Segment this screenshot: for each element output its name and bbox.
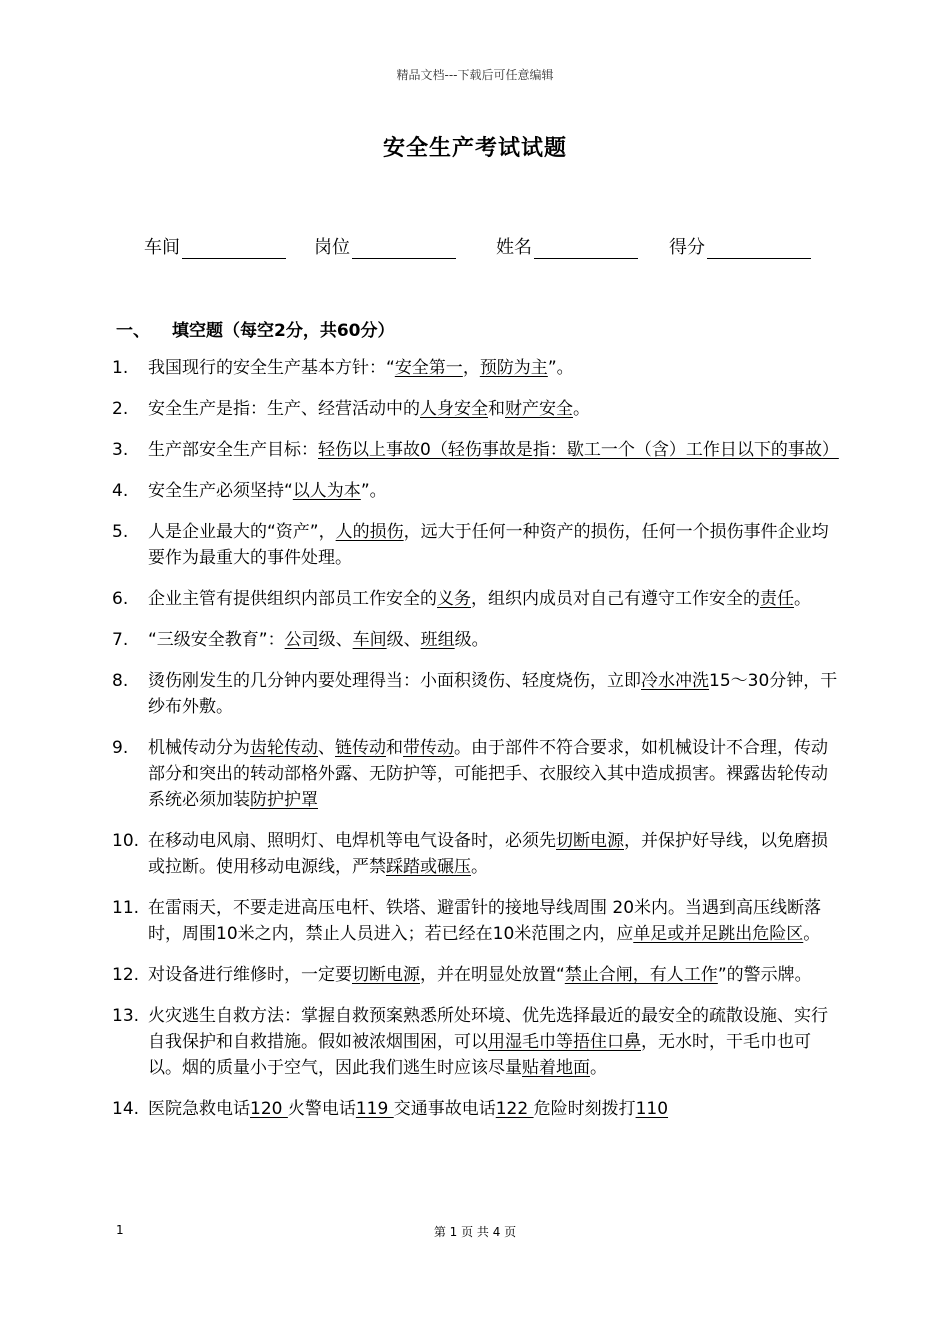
question-text bbox=[148, 627, 840, 653]
answer-blank: 财产安全 bbox=[505, 399, 573, 419]
question-text-segment: ， bbox=[462, 358, 480, 378]
answer-blank: 切断电源 bbox=[556, 831, 624, 851]
answer-blank: 责任 bbox=[760, 589, 794, 609]
answer-blank: 120 bbox=[250, 1099, 288, 1119]
answer-blank: 踩踏或碾压 bbox=[386, 857, 471, 877]
question-text-segment: 人是企业最大的“资产”， bbox=[148, 522, 336, 542]
question-text-segment: ，组织内成员对自己有遵守工作安全的 bbox=[471, 589, 760, 609]
answer-blank: 冷水冲洗 bbox=[641, 671, 709, 691]
answer-blank: 禁止合闸，有人工作 bbox=[564, 965, 718, 985]
question-text-segment: 交通事故电话 bbox=[393, 1099, 496, 1119]
question-text bbox=[148, 1096, 840, 1122]
question-text-segment: 级、 bbox=[386, 630, 421, 650]
document-title: 安全生产考试试题 bbox=[382, 136, 567, 161]
question-number: 2. bbox=[112, 399, 129, 419]
question-list bbox=[112, 355, 840, 1137]
question-item bbox=[112, 962, 840, 988]
question-text-segment: 15～30分钟，干纱布外敷。 bbox=[148, 671, 838, 717]
answer-blank: 119 bbox=[355, 1099, 394, 1119]
question-number: 11. bbox=[112, 898, 140, 918]
question-item bbox=[112, 396, 840, 422]
question-item bbox=[112, 668, 840, 720]
question-number: 5. bbox=[112, 522, 129, 542]
answer-blank: 用湿毛巾等捂住口鼻 bbox=[488, 1032, 641, 1052]
answer-blank: 链传动 bbox=[335, 738, 386, 758]
question-text bbox=[148, 962, 840, 988]
question-text-segment: 在雷雨天，不要走进高压电杆、铁塔、避雷针的接地导线周围 20米内。当遇到高压线断落时，周围10米之内，禁止人员进入；若已经在10米范围之内，应 bbox=[148, 898, 822, 944]
question-text bbox=[148, 735, 840, 813]
post-label: 岗位 bbox=[314, 237, 350, 258]
question-item bbox=[112, 355, 840, 381]
workshop-field[interactable] bbox=[144, 233, 286, 259]
answer-blank: 人的损伤 bbox=[335, 522, 404, 542]
question-text-segment: 。 bbox=[794, 589, 811, 609]
question-text-segment: ，并保护好导线，以免磨损或拉断。使用移动电源线，严禁 bbox=[148, 831, 828, 877]
question-item bbox=[112, 519, 840, 571]
question-text-segment: 机械传动分为 bbox=[148, 738, 250, 758]
question-text-segment: ”的警示牌。 bbox=[717, 965, 812, 985]
question-text bbox=[148, 828, 840, 880]
question-text-segment: 安全生产是指：生产、经营活动中的 bbox=[148, 399, 420, 419]
question-text bbox=[148, 355, 840, 381]
question-text bbox=[148, 519, 840, 571]
question-text-segment: 火灾逃生自救方法：掌握自救预案熟悉所处环境、优先选择最近的最安全的疏散设施、实行自我保护和自救措施。假如被浓烟围困，可以 bbox=[148, 1006, 828, 1052]
name-field[interactable] bbox=[496, 233, 638, 259]
answer-blank: 110 bbox=[635, 1099, 669, 1119]
question-text-segment: 级。 bbox=[454, 630, 489, 650]
name-blank[interactable] bbox=[534, 240, 638, 259]
question-text-segment: 。 bbox=[573, 399, 590, 419]
question-text-segment: 。 bbox=[590, 1058, 607, 1078]
question-number: 12. bbox=[112, 965, 140, 985]
info-fields bbox=[144, 233, 844, 261]
question-text-segment: 、 bbox=[318, 738, 335, 758]
question-text bbox=[148, 668, 840, 720]
question-text bbox=[148, 437, 840, 463]
question-text-segment: 我国现行的安全生产基本方针：“ bbox=[148, 358, 395, 378]
answer-blank: 122 bbox=[495, 1099, 534, 1119]
answer-blank: 预防为主 bbox=[479, 358, 548, 378]
question-text-segment: 和 bbox=[386, 738, 403, 758]
question-item bbox=[112, 586, 840, 612]
header-note: 精品文档---下载后可任意编辑 bbox=[396, 68, 554, 82]
question-item bbox=[112, 627, 840, 653]
question-text-segment: “三级安全教育”： bbox=[148, 630, 285, 650]
question-text bbox=[148, 895, 840, 947]
question-text-segment: 和 bbox=[488, 399, 505, 419]
question-item bbox=[112, 478, 840, 504]
question-text bbox=[148, 586, 840, 612]
question-text-segment: 危险时刻拨打 bbox=[533, 1099, 636, 1119]
section-number: 一、 bbox=[116, 321, 150, 341]
page-number: 第 1 页 共 4 页 bbox=[433, 1225, 517, 1239]
question-text-segment: 对设备进行维修时，一定要 bbox=[148, 965, 352, 985]
question-item bbox=[112, 1003, 840, 1081]
question-number: 14. bbox=[112, 1099, 140, 1119]
answer-blank: 以人为本 bbox=[292, 481, 361, 501]
workshop-blank[interactable] bbox=[182, 240, 286, 259]
question-number: 1. bbox=[112, 358, 129, 378]
question-number: 13. bbox=[112, 1006, 140, 1026]
answer-blank: 人身安全 bbox=[420, 399, 488, 419]
question-item bbox=[112, 828, 840, 880]
footer-left-number: 1 bbox=[116, 1223, 124, 1237]
answer-blank: 安全第一 bbox=[394, 358, 463, 378]
answer-blank: 带传动 bbox=[403, 738, 454, 758]
question-text bbox=[148, 478, 840, 504]
question-text-segment: 。由于部件不符合要求，如机械设计不合理，传动部分和突出的转动部格外露、无防护等，可能把手、衣服绞入其中造成损害。裸露齿轮传动系统必须加装 bbox=[148, 738, 828, 810]
question-item bbox=[112, 735, 840, 813]
question-text-segment: ，并在明显处放置“ bbox=[420, 965, 565, 985]
question-text-segment: ，无水时，干毛巾也可以。烟的质量小于空气，因此我们逃生时应该尽量 bbox=[148, 1032, 811, 1078]
question-item bbox=[112, 1096, 840, 1122]
answer-blank: 公司 bbox=[284, 630, 319, 650]
question-item bbox=[112, 895, 840, 947]
post-blank[interactable] bbox=[352, 240, 456, 259]
question-number: 7. bbox=[112, 630, 129, 650]
score-label: 得分 bbox=[669, 237, 705, 258]
question-text bbox=[148, 1003, 840, 1081]
question-text-segment: 。 bbox=[803, 924, 821, 944]
answer-blank: 车间 bbox=[352, 630, 387, 650]
workshop-label: 车间 bbox=[144, 237, 180, 258]
section-heading bbox=[116, 316, 395, 341]
question-text bbox=[148, 396, 840, 422]
question-number: 3. bbox=[112, 440, 129, 460]
answer-blank: 贴着地面 bbox=[522, 1058, 590, 1078]
answer-blank: 单足或并足跳出危险区 bbox=[633, 924, 804, 944]
answer-blank: 切断电源 bbox=[352, 965, 420, 985]
question-number: 9. bbox=[112, 738, 129, 758]
answer-blank: 齿轮传动 bbox=[250, 738, 318, 758]
question-text-segment: 企业主管有提供组织内部员工作安全的 bbox=[148, 589, 437, 609]
question-text-segment: ”。 bbox=[360, 481, 387, 501]
question-number: 10. bbox=[112, 831, 140, 851]
question-text-segment: 烫伤刚发生的几分钟内要处理得当：小面积烫伤、轻度烧伤，立即 bbox=[148, 671, 641, 691]
score-blank[interactable] bbox=[707, 240, 811, 259]
question-number: 4. bbox=[112, 481, 129, 501]
answer-blank: 轻伤以上事故0（轻伤事故是指：歇工一个（含）工作日以下的事故） bbox=[318, 440, 839, 460]
answer-blank: 义务 bbox=[437, 589, 471, 609]
question-number: 6. bbox=[112, 589, 129, 609]
question-text-segment: ”。 bbox=[547, 358, 574, 378]
question-text-segment: 火警电话 bbox=[287, 1099, 356, 1119]
answer-blank: 防护护罩 bbox=[250, 790, 318, 810]
question-text-segment: 。 bbox=[471, 857, 488, 877]
question-text-segment: 生产部安全生产目标： bbox=[148, 440, 318, 460]
question-text-segment: 级、 bbox=[318, 630, 353, 650]
name-label: 姓名 bbox=[496, 237, 532, 258]
question-number: 8. bbox=[112, 671, 129, 691]
score-field[interactable] bbox=[669, 233, 811, 259]
answer-blank: 班组 bbox=[420, 630, 455, 650]
question-text-segment: 安全生产必须坚持“ bbox=[148, 481, 293, 501]
section-title: 填空题（每空2分，共60分） bbox=[172, 321, 395, 341]
question-text-segment: ，远大于任何一种资产的损伤，任何一个损伤事件企业均要作为最重大的事件处理。 bbox=[148, 522, 829, 568]
question-item bbox=[112, 437, 840, 463]
question-text-segment: 在移动电风扇、照明灯、电焊机等电气设备时，必须先 bbox=[148, 831, 556, 851]
question-text-segment: 医院急救电话 bbox=[148, 1099, 250, 1119]
post-field[interactable] bbox=[314, 233, 456, 259]
